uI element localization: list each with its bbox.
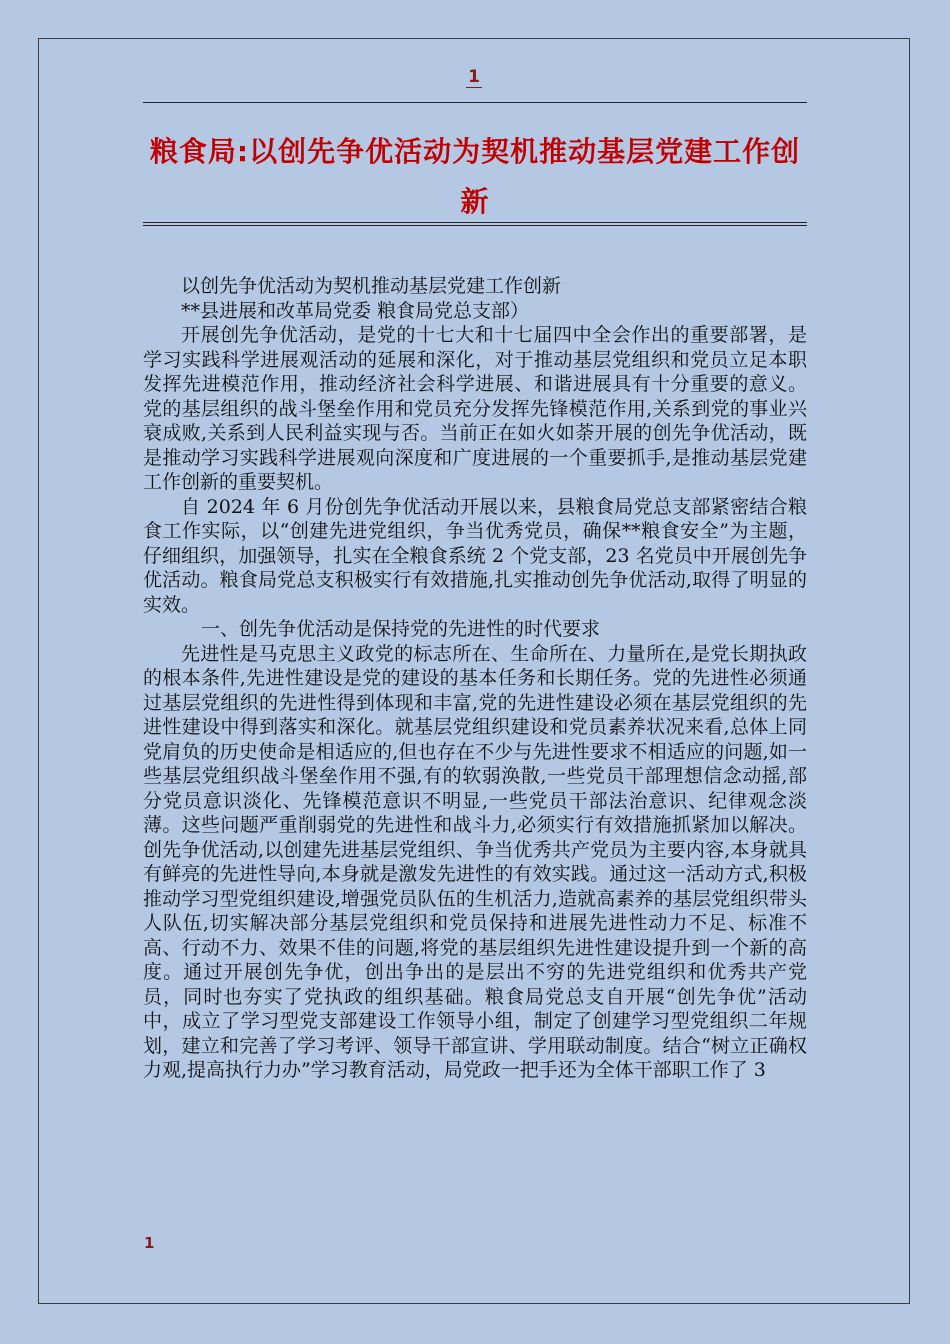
- section-heading: 一、创先争优活动是保持党的先进性的时代要求: [201, 618, 601, 640]
- author-line: **县进展和改革局党委 粮食局党总支部）: [181, 299, 530, 322]
- document-body: [143, 274, 807, 1083]
- paragraph: 开展创先争优活动，是党的十七大和十七届四中全会作出的重要部署，是学习实践科学进展观活动的延展和深化，对于推动基层党组织和党员立足本职发挥先进模范作用，推动经济社会科学进展、和谐进展具有十分重要的意义。党的基层组织的战斗堡垒作用和党员充分发挥先锋模范作用,关系到党的事业兴衰成败,关系到人民利益实现与否。当前正在如火如荼开展的创先争优活动，既是推动学习实践科学进展观向深度和广度进展的一个重要抓手,是推动基层党建工作创新的重要契机。: [143, 324, 807, 493]
- document-title: 粮食局:以创先争优活动为契机推动基层党建工作创新: [149, 135, 801, 218]
- paragraph: 自 2024 年 6 月份创先争优活动开展以来，县粮食局党总支部紧密结合粮食工作实际，以“创建先进党组织，争当优秀党员，确保**粮食安全”为主题，仔细组织，加强领导，扎实在全粮食系统 2 个党支部，23 名党员中开展创先争优活动。粮食局党总支积极实行有效措施,扎实推动创先争优活动,取得了明显的实效。: [143, 495, 807, 616]
- header-rule: [143, 102, 807, 103]
- paragraph: 先进性是马克思主义政党的标志所在、生命所在、力量所在,是党长期执政的根本条件,先进性建设是党的建设的基本任务和长期任务。党的先进性必须通过基层党组织的先进性得到体现和丰富,党的先进性建设必须在基层党组织的先进性建设中得到落实和深化。就基层党组织建设和党员素养状况来看,总体上同党肩负的历史使命是相适应的,但也存在不少与先进性要求不相适应的问题,如一些基层党组织战斗堡垒作用不强,有的软弱涣散,一些党员干部理想信念动摇,部分党员意识淡化、先锋模范意识不明显,一些党员干部法治意识、纪律观念淡薄。这些问题严重削弱党的先进性和战斗力,必须实行有效措施抓紧加以解决。创先争优活动,以创建先进基层党组织、争当优秀共产党员为主要内容,本身就具有鲜亮的先进性导向,本身就是激发先进性的有效实践。通过这一活动方式,积极推动学习型党组织建设,增强党员队伍的生机活力,造就高素养的基层党组织带头人队伍,切实解决部分基层党组织和党员保持和进展先进性动力不足、标准不高、行动不力、效果不佳的问题,将党的基层组织先进性建设提升到一个新的高度。通过开展创先争优，创出争出的是层出不穷的先进党组织和优秀共产党员，同时也夯实了党执政的组织基础。粮食局党总支自开展“创先争优”活动中，成立了学习型党支部建设工作领导小组，制定了创建学习型党组织二年规划，建立和完善了学习考评、领导干部宣讲、学用联动制度。结合“树立正确权力观,提高执行力办”学习教育活动，局党政一把手还为全体干部职工作了 3: [143, 642, 807, 1081]
- footer-page-number: 1: [144, 1234, 155, 1252]
- subtitle-line: 以创先争优活动为契机推动基层党建工作创新: [181, 275, 562, 297]
- document-page: [38, 38, 910, 1304]
- title-rule: [143, 222, 807, 226]
- header-page-number: 1: [468, 67, 480, 87]
